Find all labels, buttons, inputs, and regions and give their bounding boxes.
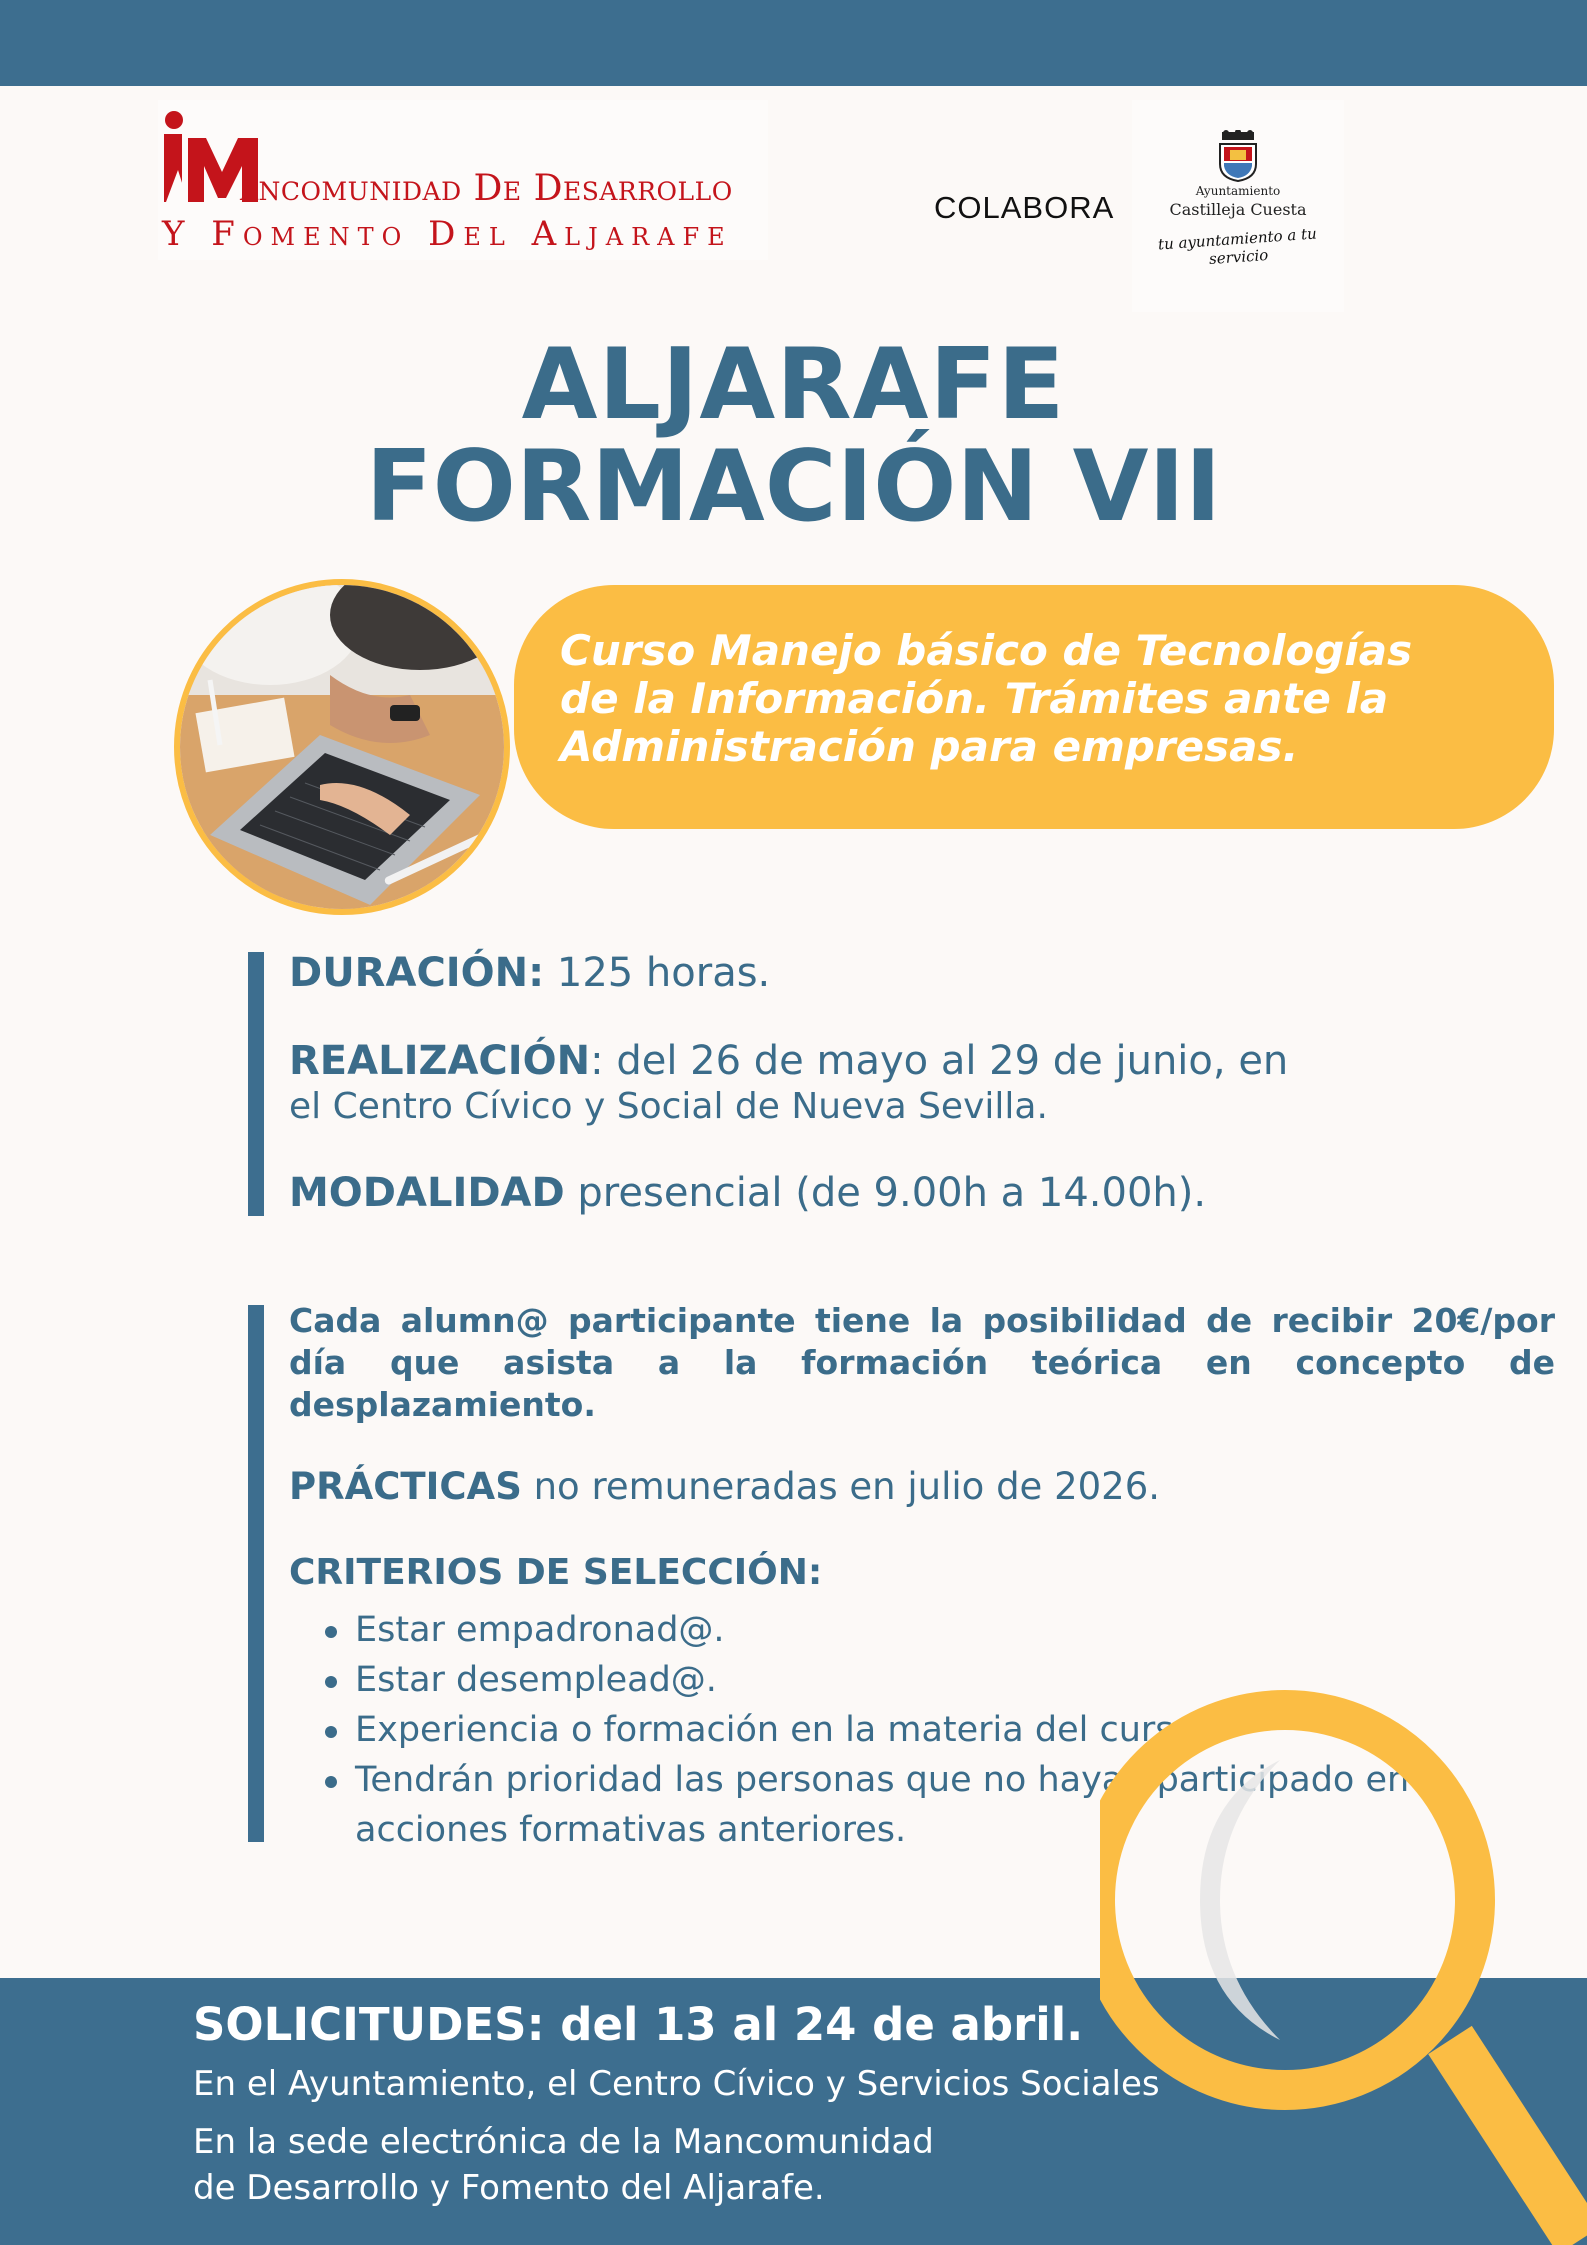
practicas-label: PRÁCTICAS [289, 1465, 522, 1508]
solicitudes-line1: En el Ayuntamiento, el Centro Cívico y Servicios Sociales [193, 2064, 1160, 2104]
list-item: Experiencia o formación en la materia del curso. [355, 1705, 1409, 1755]
list-item: Estar desemplead@. [355, 1655, 1409, 1705]
course-title [560, 627, 1540, 771]
list-item: Tendrán prioridad las personas que no hayan participado en [355, 1755, 1409, 1805]
laptop-photo [174, 579, 510, 915]
magnifier-icon [1100, 1680, 1587, 2245]
bullet-icon [325, 1776, 337, 1788]
duracion-value: 125 horas. [544, 950, 771, 996]
subsidy-paragraph: Cada alumn@ participante tiene la posibilidad de recibir 20€/por día que asista a la formación teórica en concepto de desplazamiento. [289, 1301, 1555, 1424]
practicas-value: no remuneradas en julio de 2026. [521, 1465, 1161, 1508]
details-accent-bar [248, 952, 264, 1216]
realizacion-label: REALIZACIÓN [289, 1038, 591, 1084]
bullet-icon [325, 1726, 337, 1738]
bullet-icon [325, 1676, 337, 1688]
solicitudes-line2: En la sede electrónica de la Mancomunidad [193, 2122, 934, 2162]
ayuntamiento-town: Castilleja Cuesta [1169, 200, 1307, 219]
duracion-row [289, 950, 770, 996]
ayuntamiento-label: Ayuntamiento [1195, 184, 1281, 198]
main-title-line1: ALJARAFE [521, 328, 1066, 442]
course-title-line2: de la Información. Trámites ante la [560, 674, 1389, 723]
logo-text-line2: Y Fomento Del Aljarafe [162, 214, 733, 254]
solicitudes-title: SOLICITUDES: del 13 al 24 de abril. [193, 1998, 1084, 2051]
realizacion-value: : del 26 de mayo al 29 de junio, en [590, 1038, 1289, 1084]
logo-text-line1: ancomunidad De Desarrollo [240, 168, 733, 209]
ayuntamiento-slogan: tu ayuntamiento a tu servicio [1157, 224, 1318, 269]
realizacion-row [289, 1038, 1288, 1084]
modalidad-label: MODALIDAD [289, 1170, 565, 1216]
modalidad-value: presencial (de 9.00h a 14.00h). [564, 1170, 1207, 1216]
conditions-accent-bar [248, 1305, 264, 1842]
list-item: Estar empadronad@. [355, 1605, 1409, 1655]
list-item-continuation: acciones formativas anteriores. [355, 1810, 907, 1850]
coat-of-arms-icon [1216, 130, 1260, 182]
practicas-row [289, 1465, 1160, 1508]
main-title-line2: FORMACIÓN VII [365, 430, 1222, 544]
ayuntamiento-logo [1132, 100, 1344, 312]
solicitudes-line3: de Desarrollo y Fomento del Aljarafe. [193, 2168, 825, 2208]
colabora-label: COLABORA [934, 190, 1115, 225]
course-title-banner [514, 585, 1554, 829]
modalidad-row [289, 1170, 1206, 1216]
top-bar [0, 0, 1587, 86]
realizacion-location: el Centro Cívico y Social de Nueva Sevilla. [289, 1086, 1048, 1127]
duracion-label: DURACIÓN: [289, 950, 545, 996]
bullet-icon [325, 1626, 337, 1638]
criterios-label: CRITERIOS DE SELECCIÓN: [289, 1552, 823, 1593]
laptop-photo-illustration [180, 585, 504, 909]
course-title-line3: Administración para empresas. [560, 722, 1299, 771]
course-title-line1: Curso Manejo básico de Tecnologías [560, 626, 1413, 675]
